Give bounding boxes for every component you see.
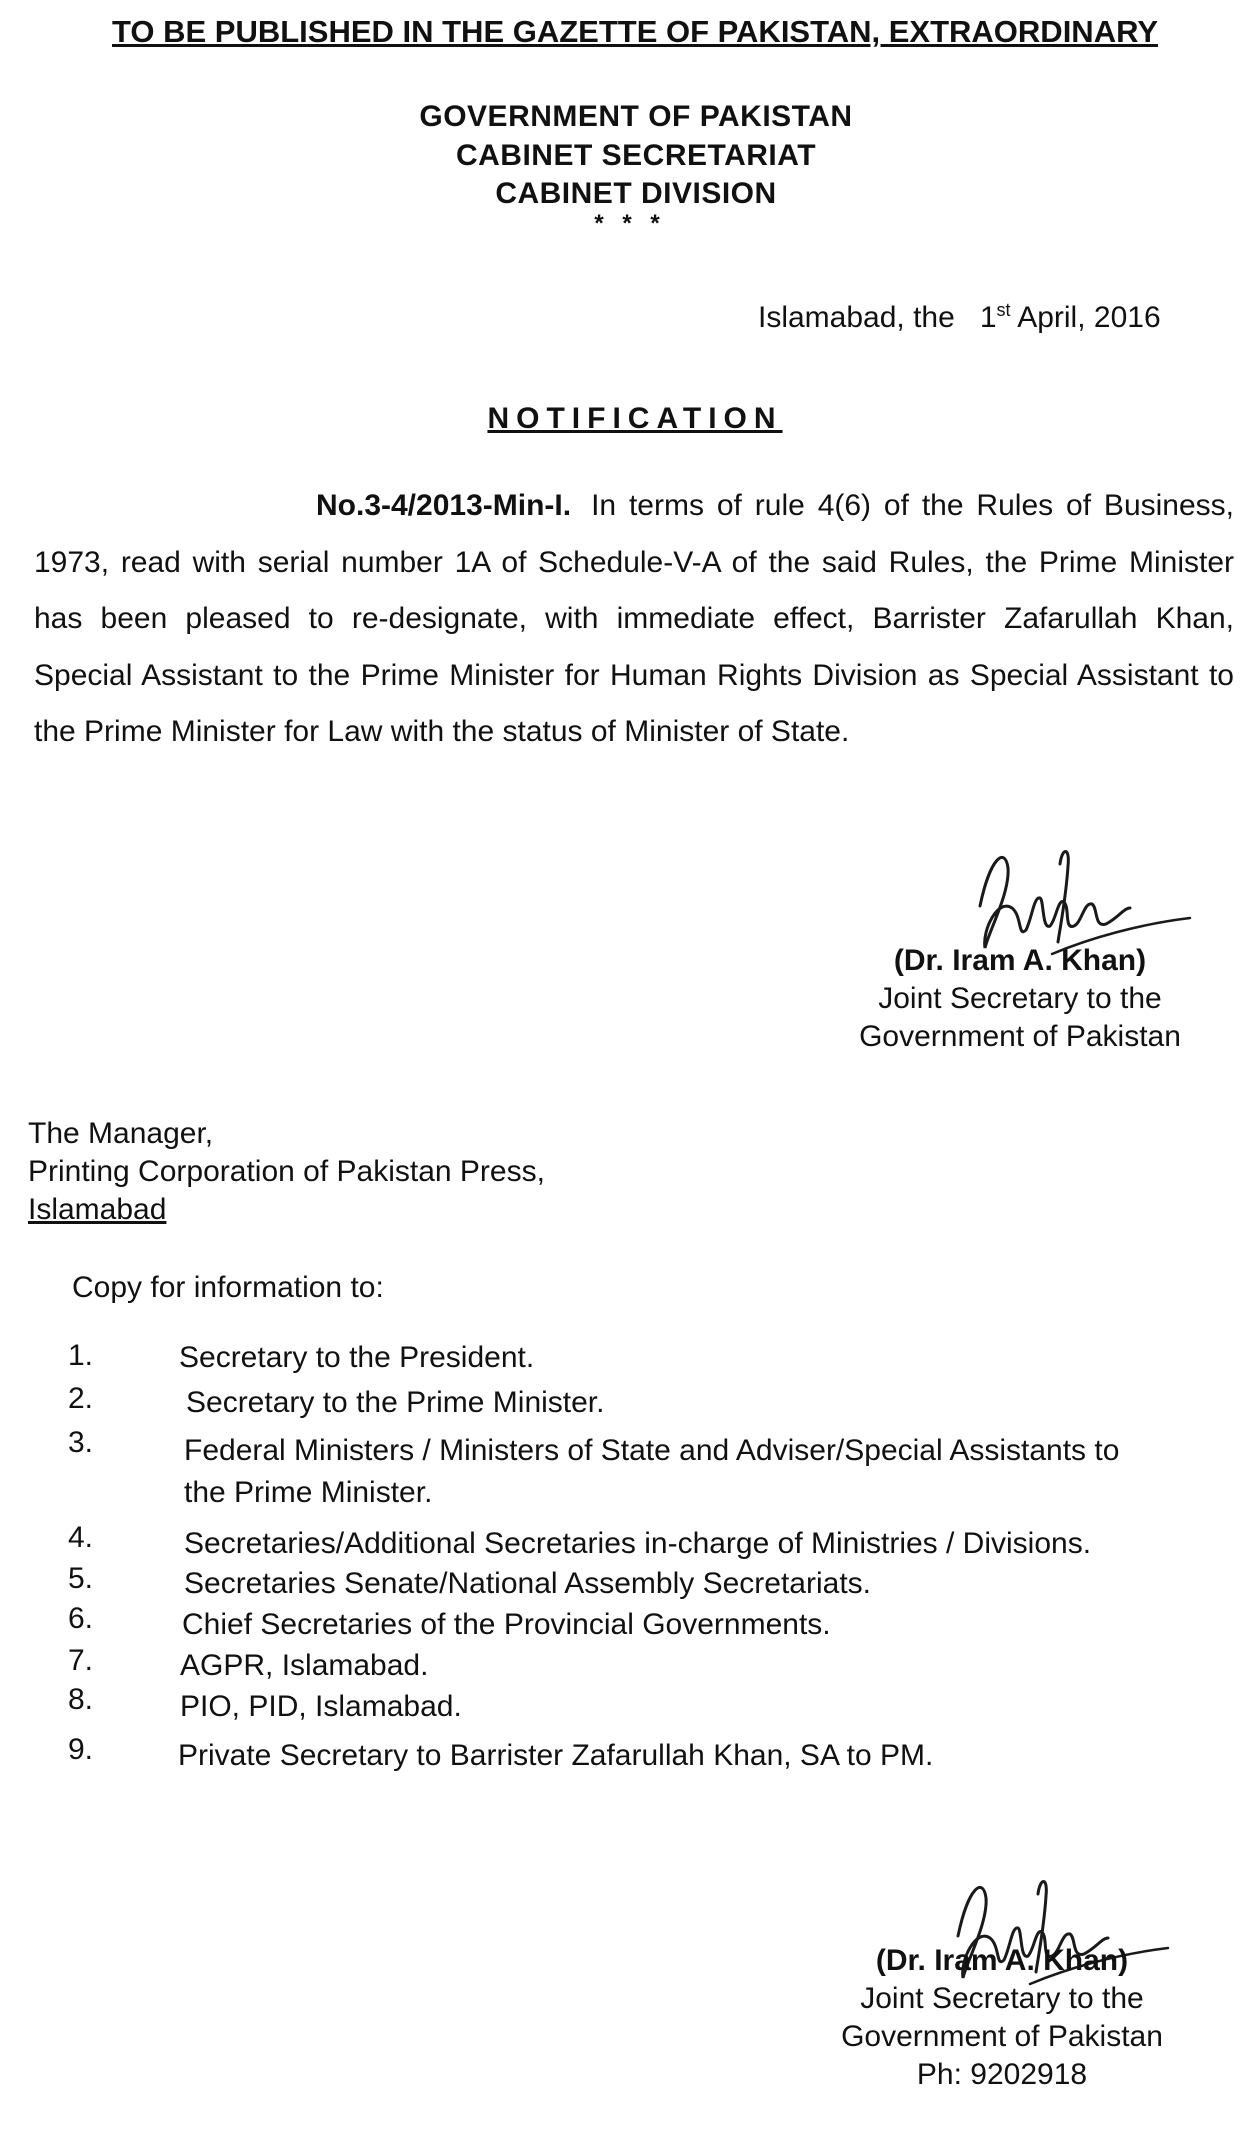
date-month-year: April, 2016	[1017, 301, 1161, 334]
copy-item-text: Secretary to the Prime Minister.	[186, 1386, 605, 1419]
copy-item-number: 7.	[68, 1644, 94, 1677]
copy-item-number: 4.	[68, 1521, 94, 1554]
signatory-designation-line2: Government of Pakistan	[841, 2020, 1163, 2053]
copy-item-number: 5.	[68, 1562, 94, 1595]
division-heading: CABINET DIVISION	[495, 177, 777, 210]
copy-item-text: Secretaries Senate/National Assembly Secretariats.	[184, 1567, 871, 1600]
copy-item-text-continued: the Prime Minister.	[184, 1476, 433, 1509]
date-day: 1	[979, 301, 997, 334]
copy-item-number: 9.	[68, 1733, 94, 1766]
copy-item-text: Federal Ministers / Ministers of State and Adviser/Special Assistants to	[184, 1434, 1120, 1467]
copy-item-number: 8.	[68, 1683, 94, 1716]
copy-item-text: PIO, PID, Islamabad.	[180, 1690, 462, 1723]
addressee-line3: Islamabad	[28, 1193, 167, 1226]
signatory-phone: Ph: 9202918	[916, 2058, 1088, 2091]
copy-item-text: AGPR, Islamabad.	[180, 1649, 429, 1682]
copy-item-number: 6.	[68, 1602, 94, 1635]
addressee-line2: Printing Corporation of Pakistan Press,	[28, 1155, 545, 1188]
signature-block-2	[822, 1942, 1182, 2094]
notification-text: In terms of rule 4(6) of the Rules of Business, 1973, read with serial number 1A of Schedule-V-A of the said Rules, the Prime Minister has been pleased to re-designate, with immediate effect, Barrister Zafarullah Khan, Special Assistant to the Prime Minister for Human Rights Division as Special Assistant to the Prime Minister for Law with the status of Minister of State.	[34, 489, 1234, 748]
copy-item-text: Chief Secretaries of the Provincial Governments.	[182, 1608, 831, 1641]
copy-item-text: Secretaries/Additional Secretaries in-charge of Ministries / Divisions.	[184, 1527, 1092, 1560]
addressee-line1: The Manager,	[28, 1117, 214, 1150]
signatory-designation-line1: Joint Secretary to the	[878, 982, 1162, 1015]
heading-separator: * * *	[594, 210, 666, 237]
secretariat-heading: CABINET SECRETARIAT	[455, 139, 817, 172]
notification-body	[34, 478, 1234, 761]
signatory-name: (Dr. Iram A. Khan)	[893, 944, 1147, 977]
copy-item-text: Private Secretary to Barrister Zafarullah Khan, SA to PM.	[178, 1739, 934, 1772]
copy-item-number: 3.	[68, 1426, 94, 1459]
signatory-name: (Dr. Iram A. Khan)	[875, 1944, 1129, 1977]
date-line	[758, 300, 1161, 335]
date-day-suffix: st	[996, 300, 1011, 320]
signatory-designation-line1: Joint Secretary to the	[860, 1982, 1144, 2015]
date-place: Islamabad, the	[758, 301, 955, 334]
signatory-designation-line2: Government of Pakistan	[859, 1020, 1181, 1053]
copy-heading: Copy for information to:	[72, 1271, 384, 1304]
gazette-header: TO BE PUBLISHED IN THE GAZETTE OF PAKISTAN, EXTRAORDINARY	[111, 14, 1158, 49]
government-heading: GOVERNMENT OF PAKISTAN	[419, 100, 853, 133]
copy-item-number: 1.	[68, 1339, 94, 1372]
signature-block-1	[840, 942, 1200, 1056]
copy-item-text: Secretary to the President.	[179, 1341, 535, 1374]
notification-title: NOTIFICATION	[487, 402, 783, 435]
notification-reference: No.3-4/2013-Min-I.	[316, 489, 572, 522]
copy-item-number: 2.	[68, 1382, 94, 1415]
